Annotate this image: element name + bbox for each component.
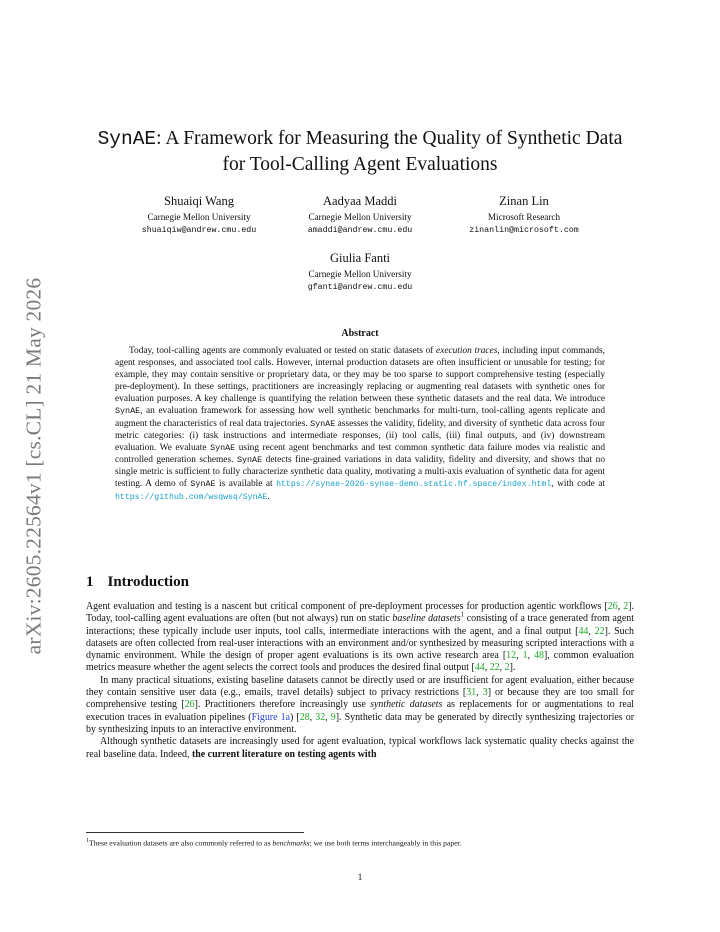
citation-link[interactable]: 26 [607,601,618,612]
paragraph-text: ] or because they are too small for comprehensive testing [ [86,687,635,711]
citation-link[interactable]: 22 [594,625,605,637]
paragraph-emphasis: baseline datasets [392,613,461,625]
abstract-text: assesses the validity, fidelity, and diversity of synthetic data across four metric categories: (i) task instructions and intermediate responses, (ii) tool calls, (iii) final outputs, and (iv) downstream evaluation. We evaluate [115,418,605,453]
section-title: Introduction [107,574,189,590]
figure-reference-link[interactable]: Figure 1a [251,711,290,723]
citation-link[interactable]: 3 [482,687,488,699]
arxiv-identifier-stamp [14,258,54,673]
paragraph-1: Agent evaluation and testing is a nascent but critical component of pre-deployment processes for production agentic workflows [26, 2]. Today, tool-calling agent evaluations are often (but not always) run on static baseline datasets$^1$ consisting of a trace generated from agent interactions; these typically include user inputs, tool calls, intermediate interactions with the agent, and a final output [44, 22]. Such datasets are often collected from real-user interactions with an environment and/or synthesized by measuring scripted interactions with a dynamic environment. While the design of proper agent evaluations is its own active research area [12, 1, 48], common evaluation metrics measure whether the agent selects the correct tools and produces the desired final output [44, 22, 2]. [86,601,635,674]
title-line2: for Tool-Calling Agent Evaluations [222,154,498,175]
paragraph-text: as replacements for or augmentations to real execution traces in evaluation pipelines ( [86,699,634,723]
footnote-number: 1 [86,838,89,844]
citation-link[interactable]: 2 [504,662,510,674]
section-number: 1 [86,574,94,590]
author-email[interactable]: zinanlin@microsoft.com [469,226,579,235]
paper-title [70,126,650,177]
arxiv-identifier-text: arXiv:2605.22564v1 [cs.CL] 21 May 2026 [21,277,46,654]
paragraph-text: ]. Synthetic data may be generated by directly synthesizing trajectories or by synthesizing inputs to an interactive environment. [86,711,634,735]
citation-link[interactable]: 2 [623,601,629,612]
section-heading-introduction [86,574,189,591]
author-affiliation: Carnegie Mellon University [308,269,412,279]
paragraph-text: ]. Such datasets are often collected from real-user interactions with an environment and/or synthesized by measuring scripted interactions with a dynamic environment. While the design of proper agent evaluations is its own active research area [ [86,625,635,662]
paragraph-text: ) [ [289,711,300,723]
abstract-text: . [267,492,270,503]
citation-link[interactable]: 32 [315,711,326,723]
code-repository-link[interactable]: https://github.com/wsqwsq/SynAE [115,493,268,503]
author-email[interactable]: amaddi@andrew.cmu.edu [307,226,413,235]
citation-link[interactable]: 44 [474,662,485,674]
author-affiliation: Microsoft Research [487,212,561,222]
citation-link[interactable]: 12 [506,650,517,662]
author-block-4 [265,250,455,294]
paragraph-text: ], common evaluation metrics measure whether the agent selects the correct tools and produces the desired final output [ [86,650,634,674]
author-email[interactable]: shuaiqiw@andrew.cmu.edu [141,226,257,235]
abstract-text: , an evaluation framework for assessing how well synthetic benchmarks for multi-turn, tool-calling agents replicate and augment the characteristics of real data trajectories. [115,406,605,429]
author-block-3 [429,193,619,237]
abstract-text: is available at [215,479,277,490]
author-name: Shuaiqi Wang [164,194,234,208]
abstract-text: Today, tool-calling agents are commonly evaluated or tested on static datasets of [129,346,437,356]
footnote-text: ; we use both terms interchangeably in this paper. [309,838,462,848]
paragraph-2: In many practical situations, existing baseline datasets cannot be directly used or are insufficient for agent evaluation, either because they contain sensitive user data (e.g., emails, travel details) subject to privacy restrictions [31, 3] or because they are too small for comprehensive testing [26]. Practitioners therefore increasingly use synthetic datasets as replacements for or augmentations to real execution traces in evaluation pipelines (Figure 1a) [28, 32, 9]. Synthetic data may be generated by directly synthesizing trajectories or by synthesizing inputs to an interactive environment. [86,674,635,735]
citation-link[interactable]: 28 [299,711,310,723]
author-name: Giulia Fanti [329,251,391,265]
paragraph-3 [86,736,634,761]
system-name-code: SynAE [210,442,236,453]
title-system-name: SynAE [97,128,157,150]
paragraph-text: Agent evaluation and testing is a nascent but critical component of pre-deployment processes for production agentic workflows [ [86,601,608,612]
paragraph-emphasis: synthetic datasets [370,699,443,711]
author-block-2 [265,193,455,237]
abstract-text: , including input commands, agent responses, and associated tool calls. However, internal production datasets are often insufficient or unusable for testing; for example, they may contain sensitive or proprietary data, or they may be too sparse to support comprehensive testing (especially pre-deployment). In these settings, practitioners are increasingly replacing or augmenting real datasets with synthetic ones for evaluation purposes. A key challenge is quantifying the relation between these synthetic datasets and the real data. We introduce [115,346,605,405]
author-email[interactable]: gfanti@andrew.cmu.edu [307,283,413,292]
footnote-marker[interactable]: 1 [460,610,465,619]
footnote [86,836,646,849]
citation-link[interactable]: 26 [184,699,195,711]
footnote-divider [86,832,304,833]
abstract-text: using recent agent benchmarks and test common synthetic data failure modes via realistic and controlled generation schemes. [115,442,605,465]
paragraph-text: consisting of a trace generated from agent interactions; these typically include user inputs, tool calls, intermediate interactions with the agent, and a final output [ [86,613,634,637]
system-name-code: SynAE [190,479,216,490]
page-number: 1 [357,873,363,883]
author-name: Zinan Lin [499,194,549,208]
abstract-heading: Abstract [341,328,379,339]
demo-link[interactable]: https://synae-2026-synae-demo.static.hf.space/index.html [276,480,552,490]
abstract-emphasis: execution traces [436,346,498,356]
paragraph-bold: the current literature on testing agents with [191,748,377,760]
citation-link[interactable]: 9 [330,711,336,723]
author-affiliation: Carnegie Mellon University [147,212,251,222]
author-affiliation: Carnegie Mellon University [308,212,412,222]
author-name: Aadyaa Maddi [323,194,397,208]
paragraph-text: In many practical situations, existing baseline datasets cannot be directly used or are insufficient for agent evaluation, either because they contain sensitive user data (e.g., emails, travel details) subject to privacy restrictions [ [86,674,634,699]
paragraph-text: Although synthetic datasets are increasingly used for agent evaluation, typical workflows lack systematic quality checks against the real baseline data. Indeed, [86,736,634,760]
citation-link[interactable]: 22 [489,662,500,674]
system-name-code: SynAE [236,454,263,465]
abstract-text: detects fine-grained variations in data validity, fidelity and diversity, and shows that no single metric is sufficient to fully characterize synthetic data quality, motivating a multi-axis evaluation of synthetic data for agent testing. A demo of [115,454,606,490]
citation-link[interactable]: 44 [578,625,589,637]
title-line1: : A Framework for Measuring the Quality of Synthetic Data [156,128,623,149]
abstract-text: , with code at [551,479,605,490]
abstract-body [115,345,605,504]
citation-link[interactable]: 1 [522,650,528,662]
citation-link[interactable]: 31 [466,687,477,699]
paragraph-text: ]. Practitioners therefore increasingly use [194,699,371,711]
footnote-emphasis: benchmarks [272,838,310,848]
introduction-body [86,601,634,761]
paragraph-text: ]. Today, tool-calling agent evaluations are often (but not always) run on static [86,601,635,625]
system-name-code: SynAE [115,406,141,417]
system-name-code: SynAE [310,418,336,429]
footnote-text: These evaluation datasets are also commonly referred to as [89,838,273,848]
citation-link[interactable]: 48 [534,650,544,662]
paragraph-text: ]. [509,662,516,674]
